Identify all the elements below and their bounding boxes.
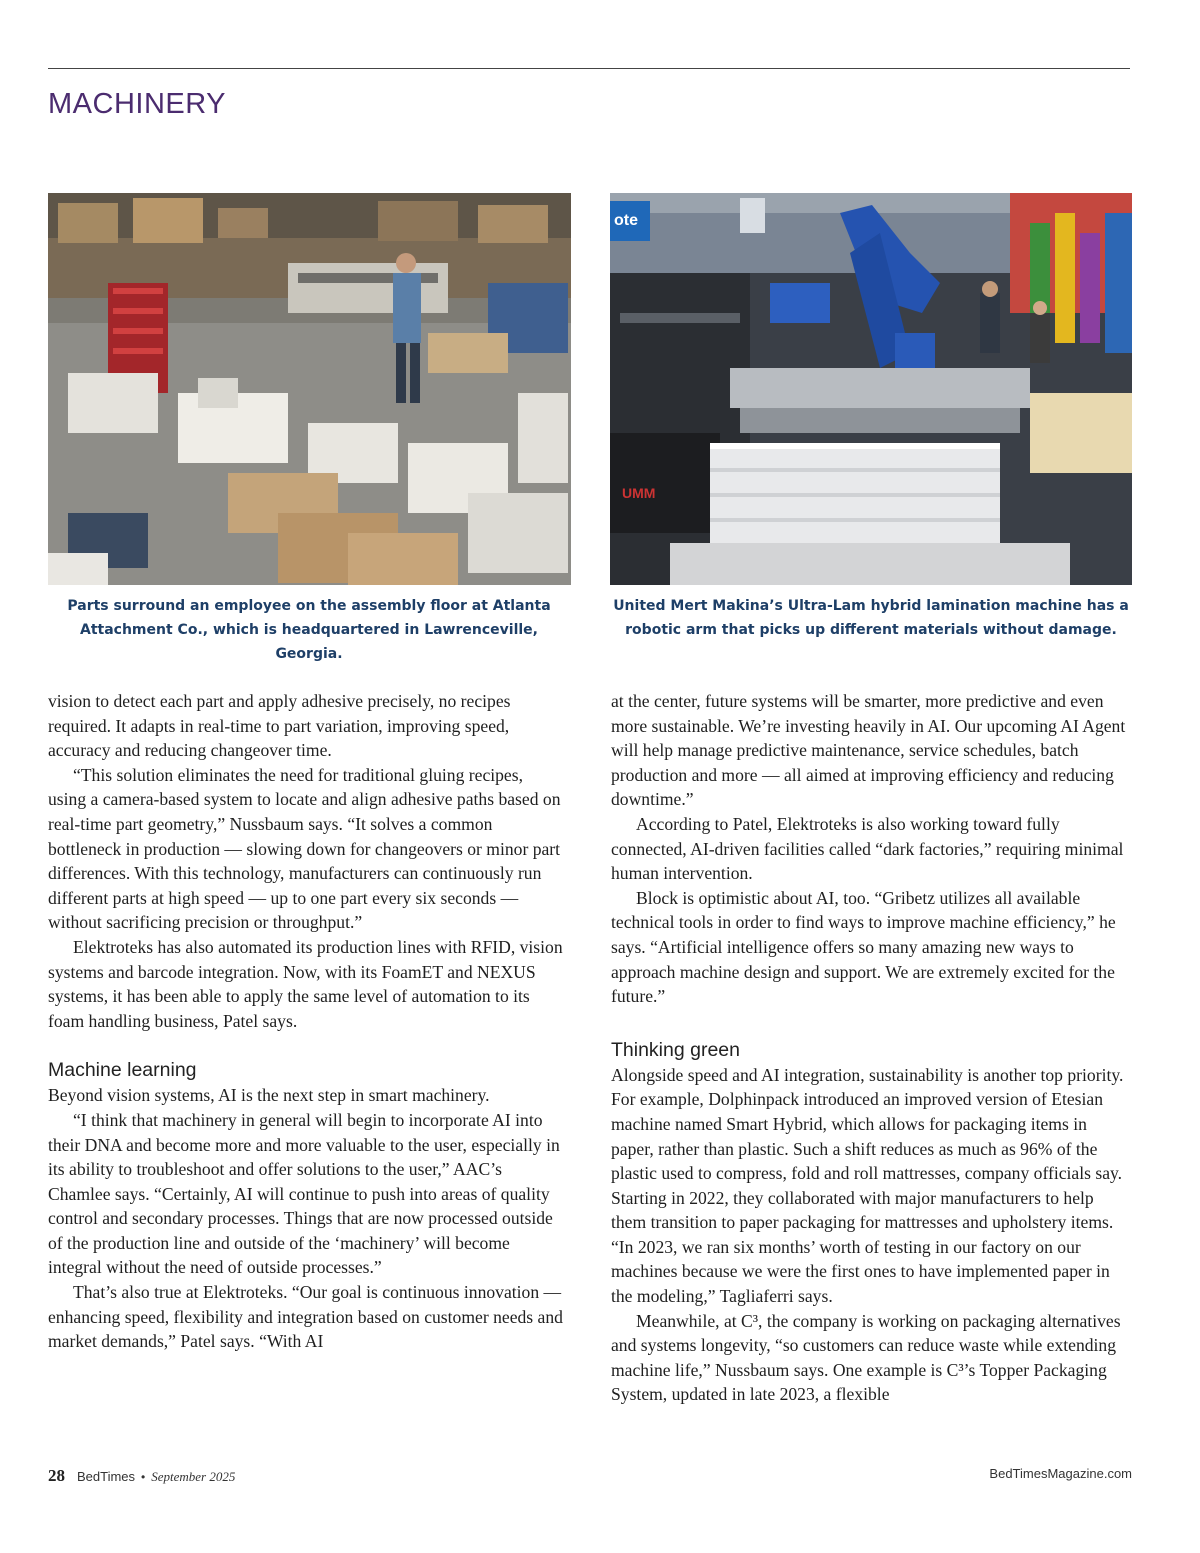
article-column-left xyxy=(48,689,563,1354)
paragraph: Alongside speed and AI integration, sustainability is another top priority. For example, Dolphinpack introduced an improved version of Etesian machine named Smart Hybrid, which allows for packaging items in paper, rather than plastic. Such a shift reduces as much as 96% of the plastic used to compress, fold and roll mattresses, company officials say. Starting in 2022, they collaborated with major manufacturers to help them transition to paper packaging for mattresses and upholstery items. “In 2023, we ran six months’ worth of testing in our factory on our machines because we were the first ones to have implemented paper in the modeling,” Tagliaferri says. xyxy=(611,1064,1124,1307)
header-rule xyxy=(48,68,1130,69)
paragraph: “I think that machinery in general will begin to incorporate AI into their DNA and become more and more valuable to the user, especially in its ability to troubleshoot and offer solutions to the user,” AAC’s Chamlee says. “Certainly, AI will continue to push into areas of quality control and secondary processes. Things that are now processed outside of the production line and outside of the ‘machinery’ will become integral without the need of outside processes.” xyxy=(48,1109,560,1278)
paragraph: “This solution eliminates the need for traditional gluing recipes, using a camera-based system to locate and align adhesive paths based on real-time part geometry,” Nussbaum says. “It solves a common bottleneck in production — slowing down for changeovers or minor part differences. With this technology, manufacturers can continuously run different parts at high speed — up to one part every six seconds — without sacrificing precision or throughput.” xyxy=(48,764,561,933)
ote-sign-text: ote xyxy=(614,212,638,229)
paragraph: That’s also true at Elektroteks. “Our goal is continuous innovation — enhancing speed, flexibility and integration based on customer needs and market demands,” Patel says. “With AI xyxy=(48,1282,563,1352)
article-column-right xyxy=(611,689,1126,1407)
paragraph: According to Patel, Elektroteks is also working toward fully connected, AI-driven facilities called “dark factories,” requiring minimal human intervention. xyxy=(611,813,1124,884)
footer-separator: • xyxy=(141,1470,146,1484)
paragraph: at the center, future systems will be smarter, more predictive and even more sustainable. We’re investing heavily in AI. Our upcoming AI Agent will help manage predictive maintenance, service schedules, batch production and more — all aimed at improving efficiency and reducing downtime.” xyxy=(611,691,1126,810)
assembly-floor-photo xyxy=(48,193,571,585)
subheading-thinking-green: Thinking green xyxy=(611,1038,740,1061)
subheading-machine-learning: Machine learning xyxy=(48,1059,197,1082)
photo-caption-left: Parts surround an employee on the assembly floor at Atlanta Attachment Co., which is headquartered in Lawrenceville, Georgia. xyxy=(67,598,551,662)
paragraph: Block is optimistic about AI, too. “Gribetz utilizes all available technical tools in order to find ways to improve machine efficiency,” he says. “Artificial intelligence offers so many amazing new ways to approach machine design and support. We are extremely excited for the future.” xyxy=(611,887,1116,1007)
website-link[interactable]: BedTimesMagazine.com xyxy=(989,1466,1132,1481)
paragraph: Beyond vision systems, AI is the next step in smart machinery. xyxy=(48,1085,490,1106)
paragraph: vision to detect each part and apply adhesive precisely, no recipes required. It adapts in real-time to part variation, improving speed, accuracy and reducing changeover time. xyxy=(48,691,511,761)
footer-left xyxy=(48,1466,235,1486)
page-number: 28 xyxy=(48,1466,65,1485)
umm-logo-text: UMM xyxy=(622,485,656,501)
issue-date: September 2025 xyxy=(151,1469,236,1484)
section-title: MACHINERY xyxy=(48,88,226,120)
lamination-machine-photo xyxy=(610,193,1132,585)
paragraph: Meanwhile, at C³, the company is working on packaging alternatives and systems longevity, “so customers can reduce waste while extending machine life,” Nussbaum says. One example is C³’s Topper Packaging System, updated in late 2023, a flexible xyxy=(611,1310,1121,1405)
photo-caption-right: United Mert Makina’s Ultra-Lam hybrid lamination machine has a robotic arm that picks up different materials without damage. xyxy=(613,598,1129,638)
paragraph: Elektroteks has also automated its production lines with RFID, vision systems and barcode integration. Now, with its FoamET and NEXUS systems, it has been able to apply the same level of automation to its foam handling business, Patel says. xyxy=(48,936,563,1031)
publication-name: BedTimes xyxy=(77,1469,136,1484)
